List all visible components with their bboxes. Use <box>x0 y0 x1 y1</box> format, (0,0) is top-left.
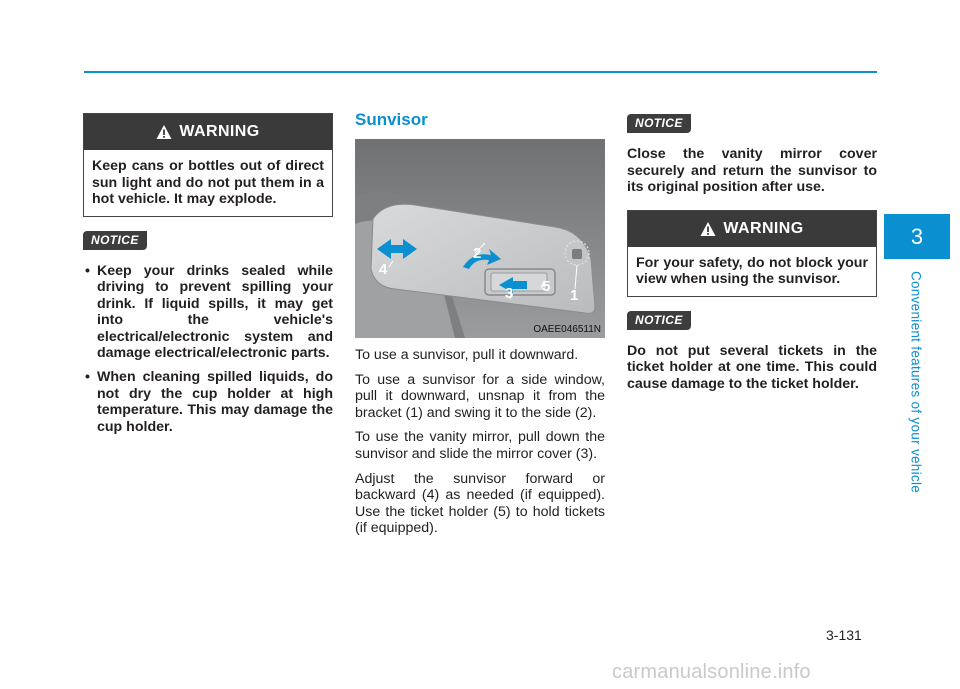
figure-code: OAEE046511N <box>533 324 601 335</box>
paragraph: To use the vanity mirror, pull down the sunvisor and slide the mirror cover (3). <box>355 429 605 462</box>
watermark: carmanualsonline.info <box>612 661 811 683</box>
warning-text: For your safety, do not block your view when using the sunvisor. <box>636 254 868 288</box>
warning-box-cans <box>83 113 333 217</box>
notice-badge: NOTICE <box>627 114 691 133</box>
paragraph: To use a sunvisor, pull it downward. <box>355 347 579 363</box>
sunvisor-instructions <box>355 347 605 537</box>
page-number: 3-131 <box>826 627 862 643</box>
paragraph: To use a sunvisor for a side window, pull it downward, unsnap it from the bracket (1) and swing it to the side (2). <box>355 371 605 421</box>
callout-5: 5 <box>542 278 551 295</box>
notice-text-tickets: Do not put several tickets in the ticket holder at one time. This could cause damage to the ticket holder. <box>627 342 877 392</box>
middle-column <box>355 110 605 545</box>
warning-box-safety <box>627 210 877 297</box>
list-item: • When cleaning spilled liquids, do not dry the cup holder at high temperature. This may damage the cup holder. <box>83 369 333 435</box>
callout-3: 3 <box>505 285 514 302</box>
callout-1: 1 <box>570 287 579 304</box>
warning-triangle-icon <box>700 221 716 237</box>
paragraph: Adjust the sunvisor forward or backward (4) as needed (if equipped). Use the ticket holder (5) to hold tickets (if equipped). <box>355 470 605 537</box>
warning-label: WARNING <box>179 123 260 140</box>
chapter-title: Convenient features of your vehicle <box>908 270 924 494</box>
header-rule <box>84 71 877 73</box>
sunvisor-figure <box>355 139 605 338</box>
right-column <box>627 110 877 407</box>
notice-bullet-list <box>83 263 333 436</box>
warning-header <box>628 211 876 247</box>
warning-text: Keep cans or bottles out of direct sun light and do not put them in a hot vehicle. It may explode. <box>92 158 324 207</box>
section-title: Sunvisor <box>355 110 428 129</box>
chapter-tab: 3 <box>884 214 950 259</box>
notice-badge: NOTICE <box>83 231 147 250</box>
warning-label: WARNING <box>723 219 804 237</box>
callout-2: 2 <box>473 245 482 262</box>
warning-header <box>84 114 332 150</box>
warning-triangle-icon <box>156 124 172 140</box>
figure-callouts <box>355 139 605 338</box>
list-item: • Keep your drinks sealed while driving to prevent spilling your drink. If liquid spills, it may get into the vehicle's electrical/electronic system and damage electrical/electronic parts. <box>83 263 333 363</box>
callout-4: 4 <box>379 261 388 278</box>
left-column <box>83 110 333 442</box>
notice-text-mirror: Close the vanity mirror cover securely and return the sunvisor to its original position after use. <box>627 146 877 196</box>
notice-badge: NOTICE <box>627 311 691 330</box>
